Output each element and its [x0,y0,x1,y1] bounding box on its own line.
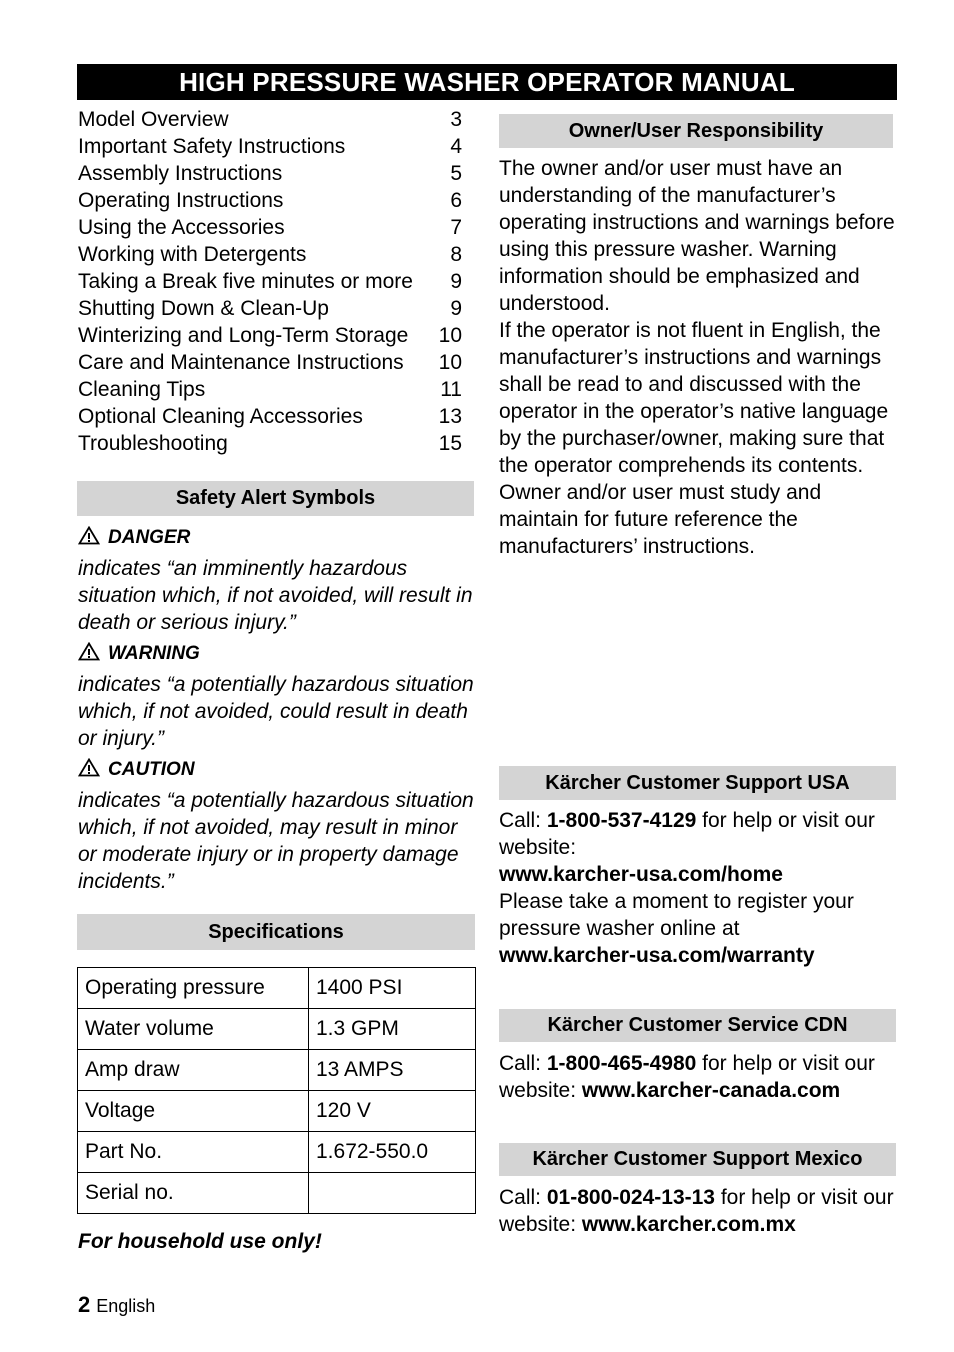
toc-page: 15 [438,432,462,455]
support-mexico-heading: Kärcher Customer Support Mexico [499,1143,896,1176]
caution-label: CAUTION [108,759,195,780]
owner-paragraph-2: If the operator is not fluent in English, the manufacturer’s instructions and warnings shall be read to and discussed with the operator in the operator’s native language by the purchaser/owner, making sure that the operator comprehends its contents. [499,319,889,477]
spec-value: 1400 PSI [309,968,476,1009]
warning-label: WARNING [108,643,200,664]
spec-value: 120 V [309,1091,476,1132]
call-label: Call: [499,1186,547,1209]
owner-responsibility-heading: Owner/User Responsibility [499,114,893,148]
cdn-website-link[interactable]: www.karcher-canada.com [581,1079,841,1102]
spec-value [309,1173,476,1214]
danger-label-row [78,526,190,549]
toc-page: 9 [450,297,462,320]
table-row [78,1091,476,1132]
table-row [78,1050,476,1091]
toc-label: Working with Detergents [78,243,307,266]
cdn-phone-link[interactable]: 1-800-465-4980 [546,1052,697,1075]
toc-item[interactable] [78,376,462,403]
support-usa-body [499,807,899,969]
mexico-help-text: for help or visit our website: [499,1186,894,1236]
caution-label-row [78,758,195,781]
toc-page: 3 [450,108,462,131]
spec-label: Amp draw [78,1050,309,1091]
toc-label: Important Safety Instructions [78,135,346,158]
toc-label: Care and Maintenance Instructions [78,351,404,374]
table-row [78,1132,476,1173]
toc-page: 6 [450,189,462,212]
mexico-phone-link[interactable]: 01-800-024-13-13 [546,1186,715,1209]
spec-label: Serial no. [78,1173,309,1214]
service-cdn-heading: Kärcher Customer Service CDN [499,1009,896,1042]
toc-page: 10 [438,324,462,347]
toc-label: Model Overview [78,108,229,131]
support-usa-heading: Kärcher Customer Support USA [499,766,896,800]
cdn-help-text: for help or visit our website: [499,1052,875,1102]
spec-label: Voltage [78,1091,309,1132]
call-label: Call: [499,809,547,832]
owner-paragraph-1: The owner and/or user must have an understanding of the manufacturer’s operating instructions and warnings before using this pressure washer. Warning information should be emphasized and understood. [499,157,895,315]
toc-page: 9 [450,270,462,293]
toc-item[interactable] [78,322,462,349]
toc-page: 7 [450,216,462,239]
toc-item[interactable] [78,430,462,457]
toc-item[interactable] [78,133,462,160]
warning-triangle-icon [78,758,100,777]
danger-label: DANGER [108,527,191,548]
toc-page: 8 [450,243,462,266]
page-title: HIGH PRESSURE WASHER OPERATOR MANUAL [77,64,897,100]
toc-page: 11 [440,378,462,401]
table-row [78,968,476,1009]
register-text: Please take a moment to register your pressure washer online at [499,890,854,940]
toc-item[interactable] [78,268,462,295]
table-row [78,1173,476,1214]
spec-value: 1.672-550.0 [309,1132,476,1173]
spec-label: Water volume [78,1009,309,1050]
toc-label: Cleaning Tips [78,378,206,401]
usa-website-link[interactable]: www.karcher-usa.com/home [499,863,783,886]
specifications-table [77,967,476,1214]
owner-paragraph-3: Owner and/or user must study and maintain for future reference the manufacturers’ instructions. [499,481,822,558]
support-mexico-body [499,1184,899,1238]
caution-text: indicates “a potentially hazardous situation which, if not avoided, may result in minor or moderate injury or in property damage incidents.” [78,789,474,893]
warning-triangle-icon [78,642,100,661]
usa-phone-link[interactable]: 1-800-537-4129 [546,809,697,832]
page-footer [78,1292,155,1318]
warning-label-row [78,642,200,665]
toc-item[interactable] [78,214,462,241]
toc-page: 5 [450,162,462,185]
table-of-contents [78,106,462,457]
usa-help-text: for help or visit our website: [499,809,875,859]
toc-item[interactable] [78,349,462,376]
spec-value: 1.3 GPM [309,1009,476,1050]
service-cdn-body [499,1050,899,1104]
toc-item[interactable] [78,106,462,133]
warning-triangle-icon [78,526,100,545]
toc-item[interactable] [78,187,462,214]
toc-item[interactable] [78,403,462,430]
toc-label: Shutting Down & Clean-Up [78,297,329,320]
page-number: 2 [78,1292,91,1317]
footer-language: English [96,1296,156,1316]
toc-label: Optional Cleaning Accessories [78,405,363,428]
owner-responsibility-body [499,155,897,560]
toc-item[interactable] [78,241,462,268]
household-use-note: For household use only! [78,1230,322,1253]
spec-label: Operating pressure [78,968,309,1009]
toc-label: Troubleshooting [78,432,228,455]
toc-label: Taking a Break five minutes or more [78,270,413,293]
toc-item[interactable] [78,295,462,322]
danger-text: indicates “an imminently hazardous situation which, if not avoided, will result in death or serious injury.” [78,557,473,634]
safety-alert-heading: Safety Alert Symbols [77,481,474,516]
toc-label: Using the Accessories [78,216,285,239]
specifications-heading: Specifications [77,914,475,950]
mexico-website-link[interactable]: www.karcher.com.mx [581,1213,796,1236]
call-label: Call: [499,1052,547,1075]
toc-label: Assembly Instructions [78,162,283,185]
spec-label: Part No. [78,1132,309,1173]
warning-text: indicates “a potentially hazardous situation which, if not avoided, could result in death or injury.” [78,673,474,750]
toc-label: Winterizing and Long-Term Storage [78,324,409,347]
toc-page: 10 [438,351,462,374]
toc-page: 4 [450,135,462,158]
spec-value: 13 AMPS [309,1050,476,1091]
warranty-website-link[interactable]: www.karcher-usa.com/warranty [499,944,815,967]
toc-item[interactable] [78,160,462,187]
table-row [78,1009,476,1050]
toc-page: 13 [438,405,462,428]
toc-label: Operating Instructions [78,189,284,212]
